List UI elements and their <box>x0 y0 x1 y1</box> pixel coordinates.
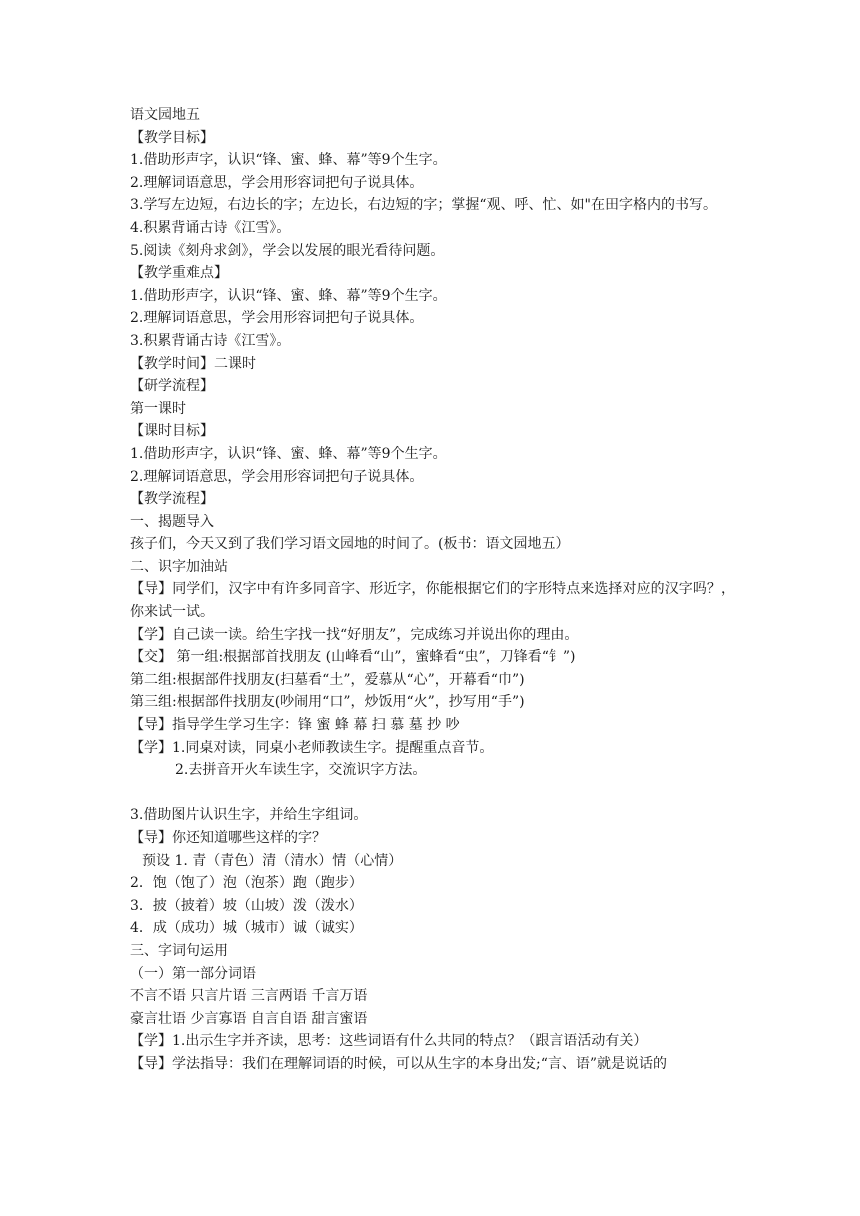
section-heading: 【课时目标】 <box>130 423 214 440</box>
text-line: 4．成（成功）城（城市）诚（诚实） <box>130 920 363 937</box>
subsection-heading: 二、识字加油站 <box>130 558 228 575</box>
subsection-heading: （一）第一部分词语 <box>130 965 256 982</box>
text-line: 5.阅读《刻舟求剑》，学会以发展的眼光看待问题。 <box>130 242 445 259</box>
text-line: 3．披（披着）坡（山坡）泼（泼水） <box>130 897 363 914</box>
section-heading: 【教学流程】 <box>130 491 214 508</box>
text-line: 1.借助形声字，认识“锋、蜜、蜂、幕”等9个生字。 <box>130 445 447 462</box>
text-line: 1.借助形声字，认识“锋、蜜、蜂、幕”等9个生字。 <box>130 152 447 169</box>
text-line: 2.理解词语意思，学会用形容词把句子说具体。 <box>130 468 424 485</box>
subsection-heading: 一、揭题导入 <box>130 513 214 530</box>
text-line: 第三组:根据部件找朋友(吵闹用“口”，炒饭用“火”，抄写用“手”) <box>130 694 525 711</box>
text-line: 2.理解词语意思，学会用形容词把句子说具体。 <box>130 310 424 327</box>
text-line: 孩子们，今天又到了我们学习语文园地的时间了。(板书：语文园地五） <box>130 536 570 553</box>
word-list: 豪言壮语 少言寡语 自言自语 甜言蜜语 <box>130 1010 368 1027</box>
section-heading: 【教学时间】二课时 <box>130 355 256 372</box>
blank-line <box>130 782 735 805</box>
section-heading: 【教学重难点】 <box>130 265 228 282</box>
lesson-heading: 第一课时 <box>130 400 186 417</box>
text-line: 2.理解词语意思，学会用形容词把句子说具体。 <box>130 174 424 191</box>
text-line: 【导】你还知道哪些这样的字？ <box>130 830 326 846</box>
document-title: 语文园地五 <box>130 107 200 123</box>
section-heading: 【教学目标】 <box>130 129 214 146</box>
text-line: 【学】1.出示生字并齐读，思考：这些词语有什么共同的特点？（跟言语活动有关） <box>130 1033 648 1050</box>
text-line: 2．饱（饱了）泡（泡茶）跑（跑步） <box>130 875 363 892</box>
text-line: 4.积累背诵古诗《江雪》。 <box>130 219 291 236</box>
section-heading: 【研学流程】 <box>130 378 214 395</box>
word-list: 不言不语 只言片语 三言两语 千言万语 <box>130 988 368 1005</box>
text-line: 【学】自己读一读。给生字找一找“好朋友”，完成练习并说出你的理由。 <box>130 626 579 643</box>
text-line: 第二组:根据部件找朋友(扫墓看“土”，爱慕从“心”，开幕看“巾”) <box>130 671 525 688</box>
text-line: 1.借助形声字，认识“锋、蜜、蜂、幕”等9个生字。 <box>130 287 447 304</box>
text-line: 【导】学法指导：我们在理解词语的时候，可以从生字的本身出发;“言、语”就是说话的 <box>130 1055 668 1072</box>
document-page <box>130 104 735 1076</box>
text-line: 3.积累背诵古诗《江雪》。 <box>130 332 291 349</box>
text-line: 【导】指导学生学习生字：锋 蜜 蜂 幕 扫 慕 墓 抄 吵 <box>130 717 460 734</box>
text-paragraph: 3.学写左边短，右边长的字；左边长，右边短的字；掌握“观、呼、忙、如"在田字格内的书写。 <box>130 197 717 214</box>
subsection-heading: 三、字词句运用 <box>130 942 228 959</box>
text-line: 3.借助图片认识生字，并给生字组词。 <box>130 807 368 824</box>
text-line: 【学】1.同桌对读，同桌小老师教读生字。提醒重点音节。 <box>130 739 494 756</box>
text-line: 2.去拼音开火车读生字，交流识字方法。 <box>175 762 427 779</box>
text-paragraph: 【导】同学们，汉字中有许多同音字、形近字，你能根据它们的字形特点来选择对应的汉字吗？，你来试一试。 <box>130 581 735 621</box>
text-line: 【交】 第一组:根据部首找朋友 (山峰看“山”，蜜蜂看“虫”，刀锋看“钅”) <box>130 649 576 666</box>
text-line: 预设 1. 青（青色）清（清水）情（心情） <box>142 852 403 869</box>
